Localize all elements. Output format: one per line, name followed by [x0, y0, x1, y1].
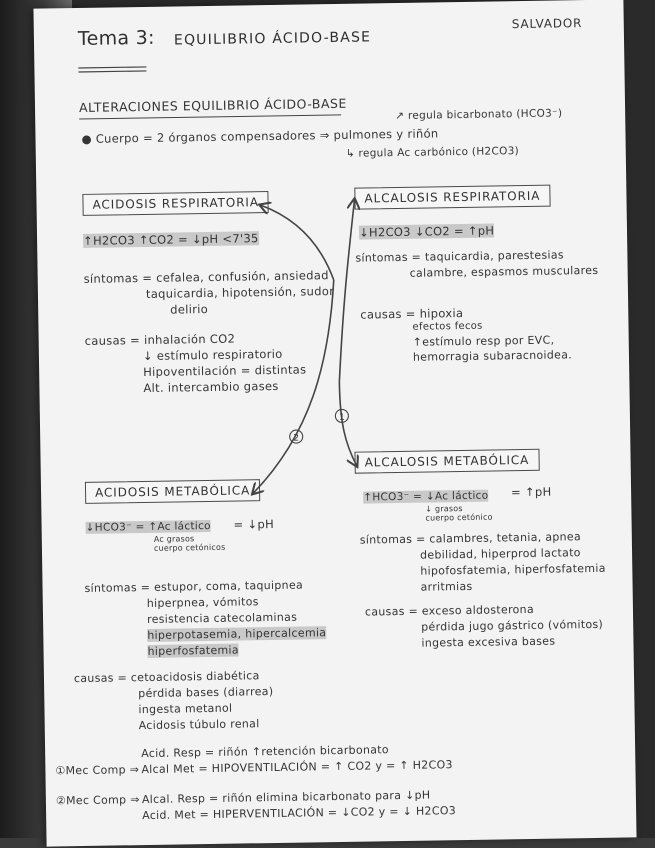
box-acidosis-metabolica: ACIDOSIS METABÓLICA: [85, 479, 260, 504]
alcalosis-met-sintomas-4: arritmias: [420, 579, 473, 594]
comp2-line2: Acid. Met = HIPERVENTILACIÓN = ↓CO2 y = ↓ H2CO3: [142, 804, 457, 823]
acidosis-resp-causas-4: Alt. intercambio gases: [143, 378, 279, 396]
author-name: SALVADOR: [511, 16, 583, 32]
section-underline: [79, 115, 341, 119]
comp2-label: ②Mec Comp ⇒: [55, 793, 140, 808]
acidosis-resp-formula: ↑H2CO3 ↑CO2 = ↓pH <7'35: [82, 231, 259, 248]
acidosis-met-note-1: Ac grasos: [153, 534, 195, 544]
comp1-line1: Acid. Resp = riñón ↑retención bicarbonato: [141, 743, 389, 761]
acidosis-resp-causas-2: ↓ estímulo respiratorio: [142, 346, 283, 364]
acidosis-met-sintomas-4: hiperpotasemia, hipercalcemia: [147, 626, 327, 642]
acidosis-met-causas-2: pérdida bases (diarrea): [138, 685, 274, 701]
acidosis-resp-causas-3: Hipoventilación = distintas: [143, 362, 307, 380]
alcalosis-met-note-1: ↓ grasos: [425, 504, 463, 514]
alcalosis-resp-causas-2: efectos fecos: [412, 320, 483, 333]
acidosis-met-sintomas-5: hiperfosfatemia: [147, 643, 240, 658]
acidosis-resp-sintomas-2: taquicardia, hipotensión, sudor: [145, 283, 335, 301]
comp1-label: ①Mec Comp ⇒: [55, 763, 140, 778]
acidosis-met-result: = ↓pH: [233, 516, 275, 532]
alcalosis-met-result: = ↑pH: [510, 484, 552, 500]
alcalosis-resp-causas-4: hemorragia subaracnoidea.: [412, 348, 573, 364]
alcalosis-resp-causas-3: ↑estímulo resp por EVC,: [412, 333, 555, 349]
arrow-to-alcalosis-met: [339, 382, 356, 466]
acidosis-met-sintomas-1: síntomas = estupor, coma, taquipnea: [84, 578, 304, 595]
circle-label-2: 2: [293, 433, 300, 444]
alcalosis-resp-sintomas-2: calambre, espasmos musculares: [409, 263, 599, 280]
intro-branch-bicarbonate: ↗ regula bicarbonato (HCO3⁻): [395, 107, 563, 123]
comp1-line2: Alcal Met = HIPOVENTILACIÓN = ↑ CO2 y = ↑ H2CO3: [141, 758, 453, 777]
title-underline-1: [78, 67, 146, 68]
arrow-to-acidosis-resp: [261, 204, 334, 281]
alcalosis-met-causas-2: pérdida jugo gástrico (vómitos): [421, 617, 604, 634]
alcalosis-met-formula: ↑HCO3⁻ = ↓Ac láctico: [363, 489, 489, 504]
alcalosis-resp-causas-1: causas = hipoxia: [360, 305, 464, 322]
acidosis-resp-causas-1: causas = inhalación CO2: [84, 331, 236, 348]
notebook-page: [33, 0, 636, 847]
box-alcalosis-metabolica: ALCALOSIS METABÓLICA: [354, 449, 539, 474]
alcalosis-met-causas-1: causas = exceso aldosterona: [364, 602, 535, 619]
connection-arrows: [33, 0, 636, 847]
acidosis-resp-sintomas-1: síntomas = cefalea, confusión, ansiedad: [83, 268, 329, 286]
page-subtitle: EQUILIBRIO ÁCIDO-BASE: [173, 29, 372, 49]
alcalosis-met-note-2: cuerpo cetónico: [425, 512, 493, 523]
intro-branch-carbonic: ↳ regula Ac carbónico (H2CO3): [345, 145, 520, 160]
alcalosis-resp-formula: ↓H2CO3 ↓CO2 = ↑pH: [358, 223, 495, 240]
box-alcalosis-respiratoria: ALCALOSIS RESPIRATORIA: [354, 185, 550, 210]
intro-line: ● Cuerpo = 2 órganos compensadores ⇒ pulmones y riñón: [81, 126, 439, 146]
arrow-to-alcalosis-resp: [336, 200, 357, 382]
alcalosis-resp-sintomas-1: síntomas = taquicardia, parestesias: [355, 248, 564, 265]
section-title: ALTERACIONES EQUILIBRIO ÁCIDO-BASE: [78, 95, 347, 115]
acidosis-met-note-2: cuerpo cetónicos: [153, 542, 226, 553]
acidosis-met-causas-3: ingesta metanol: [138, 701, 233, 717]
acidosis-met-sintomas-2: hiperpnea, vómitos: [146, 595, 259, 610]
acidosis-resp-sintomas-3: delirio: [170, 301, 209, 317]
acidosis-met-causas-1: causas = cetoacidosis diabética: [73, 669, 260, 686]
alcalosis-met-sintomas-1: síntomas = calambres, tetania, apnea: [359, 530, 582, 547]
acidosis-met-sintomas-3: resistencia catecolaminas: [146, 610, 298, 626]
comp2-line1: Alcal. Resp = riñón elimina bicarbonato para ↓pH: [141, 788, 431, 807]
box-acidosis-respiratoria: ACIDOSIS RESPIRATORIA: [82, 191, 269, 216]
title-underline-2: [78, 71, 146, 72]
page-title: Tema 3:: [77, 26, 155, 50]
acidosis-met-causas-4: Acidosis túbulo renal: [138, 717, 260, 733]
circle-label-1: 1: [338, 412, 345, 423]
arrow-to-acidosis-met: [250, 280, 337, 493]
acidosis-met-formula: ↓HCO3⁻ = ↑Ac láctico: [85, 519, 211, 534]
alcalosis-met-causas-3: ingesta excesiva bases: [421, 634, 556, 650]
alcalosis-met-sintomas-3: hipofosfatemia, hiperfosfatemia: [420, 561, 606, 578]
alcalosis-met-sintomas-2: debilidad, hiperprod lactato: [419, 546, 581, 562]
